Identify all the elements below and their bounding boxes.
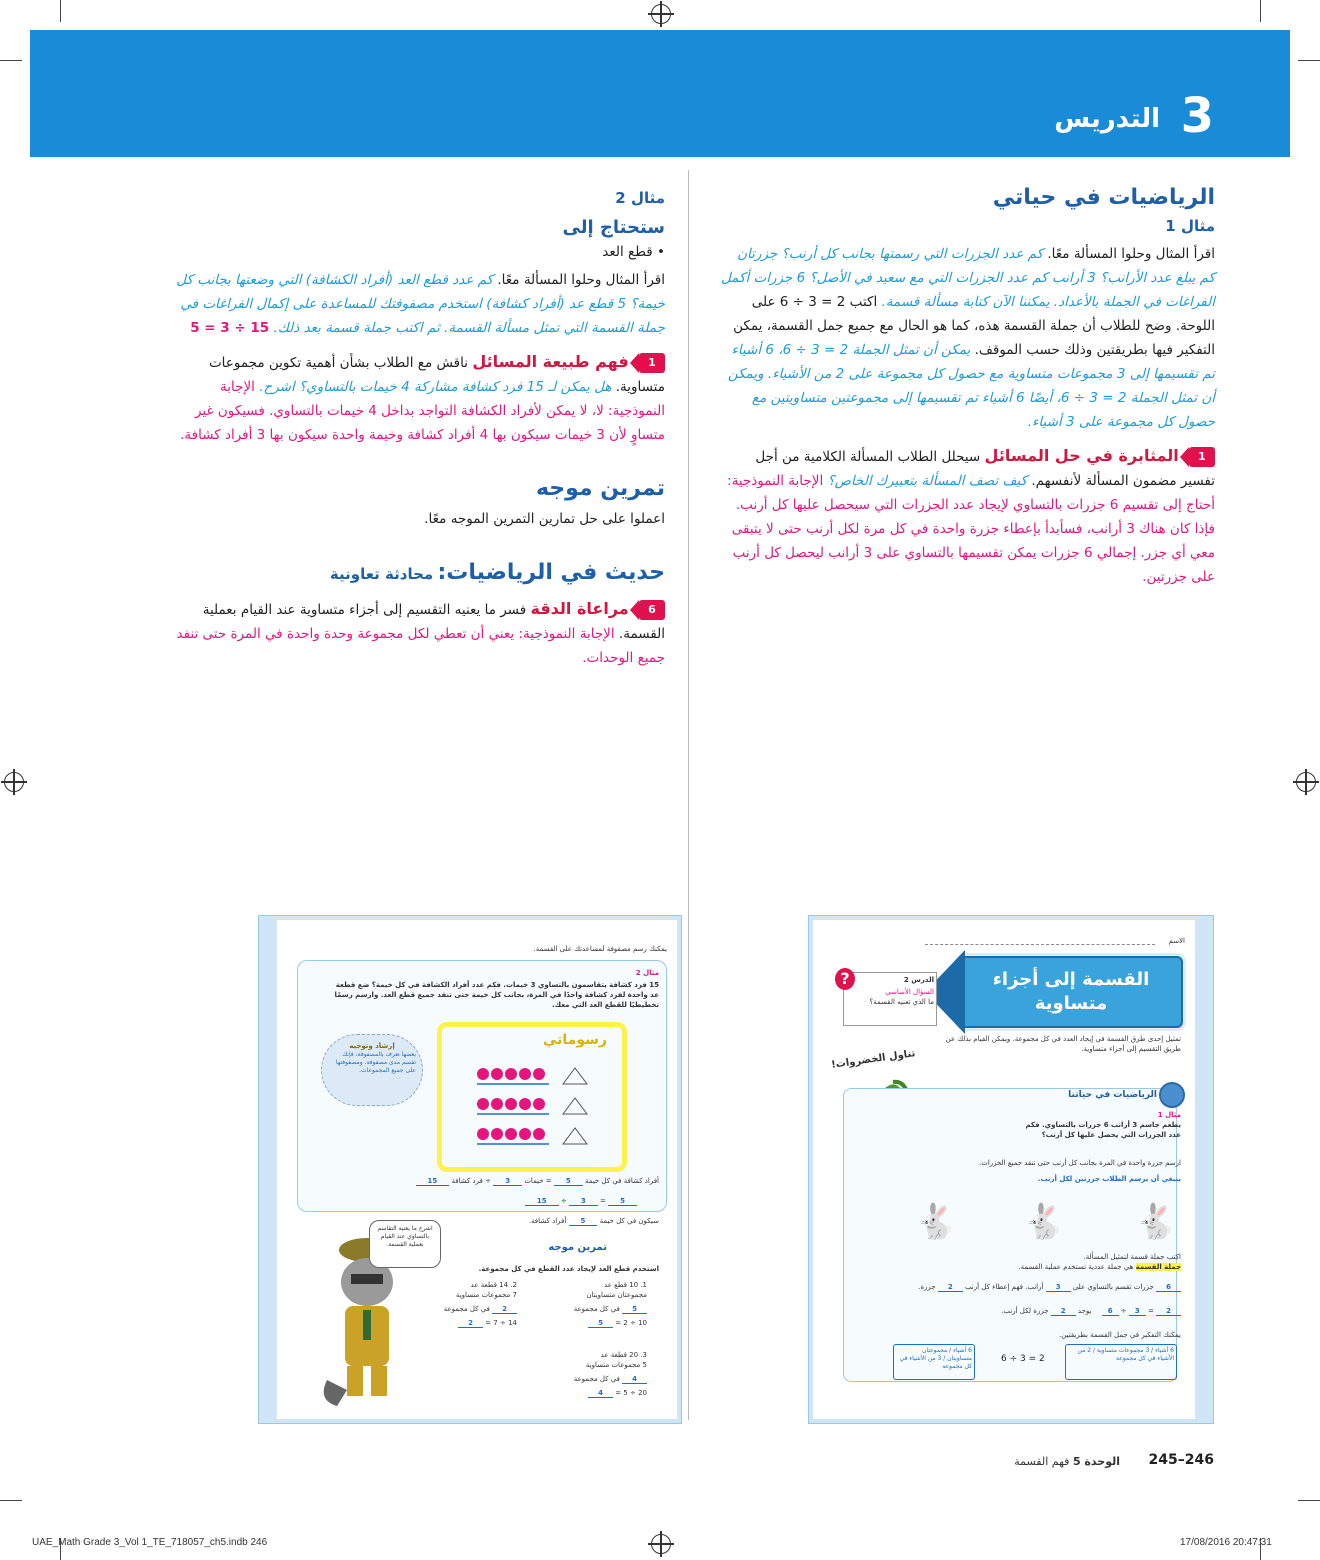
example-text: يطعم جاسم 3 أرانب 6 جزرات بالتساوي. فكم عدد الجزرات التي يحصل عليها كل أرنب؟ xyxy=(1025,1121,1181,1139)
q-equation: 10 ÷ 2 = xyxy=(615,1319,647,1327)
example-label: مثال 2 xyxy=(615,189,665,207)
think-box-left xyxy=(893,1344,975,1380)
text-answer: الإجابة النموذجية: يعني أن تعطي لكل مجموعة وحدة واحدة في المرة حتى تنفد جميع الوحدات. xyxy=(176,626,665,666)
q-groups: 5 مجموعات متساوية xyxy=(585,1361,647,1369)
name-label: الاسم xyxy=(1168,937,1185,945)
crop-mark xyxy=(0,60,22,61)
fill-row-2: 2 = 3 ÷ 6 يوجد 2 جزرة لكل أرنب. xyxy=(881,1306,1181,1316)
q-title: 2. 14 قطعة عد xyxy=(470,1281,517,1289)
crop-mark xyxy=(1260,0,1261,22)
lesson-banner xyxy=(959,956,1183,1028)
blank-answer: 3 xyxy=(493,1177,522,1186)
write-text: اكتب جملة قسمة لتمثيل المسألة. xyxy=(1083,1253,1181,1261)
blank-answer: 2 xyxy=(492,1305,517,1314)
registration-mark xyxy=(1296,772,1316,792)
text-plain: اكتب 2 = 3 ÷ 6 على اللوحة. وضح للطلاب أن جملة القسمة هذه، كما هو الحال مع جميع جمل القسمة، يمكن التفكير فيها بطريقتين وذلك حسب الموقف. xyxy=(733,294,1215,358)
text-prompt: كيف تصف المسألة بتعبيرك الخاص؟ xyxy=(827,473,1028,489)
sentence-row-3 xyxy=(529,1216,659,1226)
text-prompt: كم عدد قطع العد (أفراد الكشافة) التي وضعتها بجانب كل خيمة؟ 5 قطع عد (أفراد كشافة) استخدم مصفوفتك للمساعدة على إكمال الفراغات في جملة القسمة التي تمثل مسألة القسمة. ثم اكتب جملة قسمة بعد ذلك. xyxy=(176,272,665,336)
unit-title: فهم القسمة xyxy=(1014,1455,1070,1468)
student-page xyxy=(813,920,1195,1419)
text-answer: الإجابة النموذجية: لا، لا يمكن لأفراد الكشافة التواجد بداخل 4 خيمات بالتساوي. فسيكون غير متساوٍ لأن 3 خيمات سيكون بها 4 أفراد كشافة وخيمة واحدة سيكون بها 3 أفراد كشافة. xyxy=(180,379,665,443)
cloud-title: إرشاد وتوجيه xyxy=(349,1042,395,1050)
array-row xyxy=(477,1126,597,1146)
blank-answer: 5 xyxy=(608,1197,637,1206)
q-each: في كل مجموعة xyxy=(443,1305,490,1313)
crop-mark xyxy=(60,0,61,22)
blank-answer: 2 xyxy=(1156,1307,1181,1316)
banner-title: القسمة إلى أجزاء متساوية xyxy=(992,969,1150,1014)
think-box-right xyxy=(1065,1344,1177,1380)
math-practice xyxy=(175,597,665,670)
practice-label: فهم طبيعة المسائل xyxy=(472,352,629,371)
crop-mark xyxy=(0,1500,22,1501)
text-answer: الإجابة النموذجية: أحتاج إلى تقسيم 6 جزرات بالتساوي لإيجاد عدد الجزرات التي سيحصل عليها كل أرنب. فإذا كان هناك 3 أرانب، فسأبدأ بإعطاء جزرة واحدة في كل مرة لكل أرنب حتى لا يتبقى معي أي جزر. إجمالي 6 جزرات يمكن تقسيمها بالتساوي على 3 أرانب ليحصل كل أرنب على جزرتين. xyxy=(727,473,1215,585)
column-divider xyxy=(688,170,689,1420)
text-plain: جزرة. xyxy=(918,1283,936,1291)
left-column xyxy=(175,186,665,670)
page-numbers: 245–246 xyxy=(1148,1452,1214,1468)
blank-answer: 3 xyxy=(1046,1283,1071,1292)
header-band xyxy=(30,30,1290,157)
blank-answer: 2 xyxy=(1051,1307,1076,1316)
text-plain: اقرأ المثال وحلوا المسألة معًا. xyxy=(1047,246,1215,262)
crop-mark xyxy=(1298,1500,1320,1501)
blank-answer: 4 xyxy=(622,1375,647,1384)
division-sentence-def: هي جملة عددية تستخدم عملية القسمة. xyxy=(1018,1263,1134,1271)
essential-question-text: ما الذي تعنيه القسمة؟ xyxy=(869,998,934,1006)
date-slug: 17/08/2016 20:47:31 xyxy=(1180,1537,1272,1548)
practice-label: مراعاة الدقة xyxy=(530,599,629,618)
q-each: في كل مجموعة xyxy=(573,1375,620,1383)
center-equation: 6 ÷ 3 = 2 xyxy=(1001,1354,1045,1364)
question-1 xyxy=(547,1280,647,1328)
text-prompt: كم عدد الجزرات التي رسمتها بجانب كل أرنب؟ جزرتان كم يبلغ عدد الأرانب؟ 3 أرانب كم عدد الجزرات التي مع سعيد في الأصل؟ 6 جزرات أكمل الفراغات في الجملة بالأعداد. يمكننا الآن كتابة مسألة قسمة. xyxy=(721,246,1215,310)
intro-text: تمثيل إحدى طرق القسمة في إيجاد العدد في كل مجموعة. ويمكن القيام بذلك عن طريق التقسيم إلى أجزاء متساوية. xyxy=(945,1035,1181,1053)
q-equation: 14 ÷ 7 = xyxy=(485,1319,517,1327)
lesson-label: الدرس 2 xyxy=(903,976,934,984)
text-plain: ناقش مع الطلاب بشأن أهمية تكوين مجموعات متساوية. xyxy=(208,355,665,395)
blank-answer: 6 xyxy=(1102,1307,1119,1316)
text-plain: يوجد xyxy=(1077,1307,1092,1315)
q-each: في كل مجموعة xyxy=(573,1305,620,1313)
blank-answer: 5 xyxy=(588,1319,613,1328)
division-definition xyxy=(1018,1262,1181,1272)
example-text: 15 فرد كشافة يتقاسمون بالتساوي 3 خيمات. فكم عدد أفراد الكشافة في كل خيمة؟ ضع قطعة عد واحدة لفرد كشافة واحدًا في المرة، بجانب كل خيمة حتى تنفد جميع قطع العد. وارسم رسمًا تخطيطيًا للقطع العد التي معك. xyxy=(334,981,659,1009)
example-paragraph xyxy=(720,242,1215,434)
chapter-number: 3 xyxy=(1180,88,1214,144)
question-2 xyxy=(417,1280,517,1328)
student-page-thumbnail xyxy=(808,915,1214,1424)
registration-mark xyxy=(651,4,671,24)
right-column xyxy=(720,186,1215,589)
guided-text: اعملوا على حل تمارين التمرين الموجه معًا. xyxy=(424,511,665,527)
division-sentence-term: جملة القسمة xyxy=(1135,1263,1181,1271)
blank-answer: 2 xyxy=(458,1319,483,1328)
blank-answer: 2 xyxy=(938,1283,963,1292)
q-title: 1. 10 قطع عد xyxy=(604,1281,647,1289)
example-paragraph xyxy=(175,268,665,340)
crop-mark xyxy=(1298,60,1320,61)
text-plain: أفراد كشافة. xyxy=(528,1217,567,1225)
registration-mark xyxy=(651,1534,671,1554)
top-text: يمكنك رسم مصفوفة لمساعدتك على القسمة. xyxy=(533,945,667,953)
text-plain: خيمات xyxy=(524,1177,544,1185)
blank-answer: 15 xyxy=(416,1177,450,1186)
text-plain: فرد كشافة xyxy=(451,1177,483,1185)
practice-badge: 1 xyxy=(639,353,665,373)
name-line xyxy=(925,944,1155,945)
file-slug: UAE_Math Grade 3_Vol 1_TE_718057_ch5.indb 246 xyxy=(32,1537,268,1548)
text-plain: أرانب. فهم إعطاء كل أرنب xyxy=(964,1283,1044,1291)
unit-number: الوحدة 5 xyxy=(1072,1455,1120,1468)
talk-title: حديث في الرياضيات: xyxy=(437,560,665,585)
my-drawing-label: رسوماتي xyxy=(543,1032,607,1048)
section-title: الرياضيات في حياتي xyxy=(992,185,1215,210)
text-plain: سيكون في كل خيمة xyxy=(599,1217,659,1225)
fill-row-1 xyxy=(881,1282,1181,1292)
guided-instructions: استخدم قطع العد لإيجاد عدد القطع في كل مجموعة. xyxy=(478,1265,659,1273)
blank-answer: 5 xyxy=(554,1177,583,1186)
rabbit-icon: 🐇 xyxy=(1022,1202,1065,1242)
tip-cloud xyxy=(321,1034,423,1106)
text-prompt: يمكن أن تمثل الجملة 2 = 3 ÷ 6، 6 أشياء تم تقسيمها إلى 3 مجموعات متساوية مع حصول كل مجموعة على 2 من الأشياء. ويمكن أن تمثل الجملة 2 = 3 ÷ 6، أيضًا 6 أشياء تم تقسيمها إلى مجموعتين متساويتين مع حصول كل مجموعة على 3 أشياء. xyxy=(727,342,1215,430)
blank-answer: 4 xyxy=(588,1389,613,1398)
think-text: يمكنك التفكير في جمل القسمة بطريقتين. xyxy=(1059,1331,1181,1339)
rabbit-icon: 🐇 xyxy=(914,1202,957,1242)
chapter-title: التدريس xyxy=(1054,104,1160,134)
text-plain: أفراد كشافة في كل خيمة xyxy=(585,1177,659,1185)
need-item: • قطع العد xyxy=(602,244,665,260)
should-draw-text: ينبغي أن يرسم الطلاب جزرتين لكل أرنب. xyxy=(1037,1175,1181,1183)
q-title: 3. 20 قطعة عد xyxy=(600,1351,647,1359)
guided-title: تمرين موجه xyxy=(548,1242,607,1253)
blank-answer: 3 xyxy=(569,1197,598,1206)
sentence-row-1: أفراد كشافة في كل خيمة 5 = خيمات 3 ÷ فرد كشافة 15 xyxy=(359,1176,659,1186)
math-practice xyxy=(175,350,665,447)
text-plain: جزرات تقسم بالتساوي على xyxy=(1072,1283,1154,1291)
registration-mark xyxy=(4,772,24,792)
bubble-text: اشرح ما يعنيه التقاسم بالتساوي عند القيام بعملية القسمة. xyxy=(377,1225,433,1248)
array-row xyxy=(477,1066,597,1086)
blank-answer: 6 xyxy=(1156,1283,1181,1292)
globe-icon xyxy=(1159,1082,1185,1108)
student-page-thumbnail xyxy=(258,915,682,1424)
box-text: 6 أشياء / مجموعتان متساويتان / 3 من الأشياء في كل مجموعة xyxy=(899,1347,972,1370)
question-mark-icon: ? xyxy=(835,968,855,990)
practice-label: المثابرة في حل المسائل xyxy=(984,446,1179,465)
blank-answer: 3 xyxy=(1129,1307,1146,1316)
example-label: مثال 2 xyxy=(635,969,659,977)
math-practice xyxy=(720,444,1215,589)
take-steps-label: تناول الخضروات! xyxy=(830,1048,917,1071)
q-groups: 7 مجموعات متساوية xyxy=(455,1291,517,1299)
q-equation: 20 ÷ 5 = xyxy=(615,1389,647,1397)
equation: 5 = 3 ÷ 15 xyxy=(190,320,270,336)
talk-subtitle: محادثة تعاونية xyxy=(329,565,434,583)
blank-answer: 15 xyxy=(525,1197,559,1206)
math-in-life-label: الرياضيات في حياتنا xyxy=(1068,1090,1157,1100)
practice-badge: 1 xyxy=(1189,447,1215,467)
text-plain: فسر ما يعنيه التقسيم إلى أجزاء متساوية عند القيام بعملية القسمة. xyxy=(202,602,665,642)
need-title: ستحتاج إلى xyxy=(562,217,665,238)
blank-answer: 5 xyxy=(622,1305,647,1314)
cloud-text: بعضها تعرف بالمصفوفة، فإنك تقسم مدى مصفوفة. ومصفوفتها على جميع المجموعات. xyxy=(335,1051,416,1074)
q-groups: مجموعتان متساويتان xyxy=(586,1291,647,1299)
text-plain: اقرأ المثال وحلوا المسألة معًا. xyxy=(497,272,665,288)
speech-bubble xyxy=(369,1220,441,1268)
text-plain: سيحلل الطلاب المسألة الكلامية من أجل تفسير مضمون المسألة لأنفسهم. xyxy=(755,449,1215,489)
guided-title: تمرين موجه xyxy=(535,476,665,501)
practice-badge: 6 xyxy=(639,600,665,620)
box-text: 6 أشياء / 3 مجموعات متساوية / 2 من الأشياء في كل مجموعة xyxy=(1077,1347,1174,1362)
blank-answer: 5 xyxy=(569,1217,598,1226)
draw-text: ارسم جزرة واحدة في المرة بجانب كل أرنب حتى تنفد جميع الجزرات. xyxy=(979,1159,1181,1167)
array-row xyxy=(477,1096,597,1116)
essential-question: السؤال الأساسي xyxy=(885,988,934,996)
text-plain: جزرة لكل أرنب. xyxy=(1001,1307,1049,1315)
question-3 xyxy=(547,1350,647,1398)
student-page xyxy=(277,920,677,1419)
example-label: مثال 1 xyxy=(1165,217,1215,235)
need-item-text: قطع العد xyxy=(602,244,653,260)
unit-label xyxy=(1014,1455,1120,1468)
talk-heading xyxy=(175,561,665,587)
text-prompt: هل يمكن لـ 15 فرد كشافة مشاركة 4 خيمات بالتساوي؟ اشرح. xyxy=(259,379,612,395)
lesson-box xyxy=(843,972,937,1026)
sentence-row-2: 15 ÷ 3 = 5 xyxy=(525,1196,637,1206)
example-label: مثال 1 xyxy=(1157,1111,1181,1119)
rabbit-icon: 🐇 xyxy=(1134,1202,1177,1242)
